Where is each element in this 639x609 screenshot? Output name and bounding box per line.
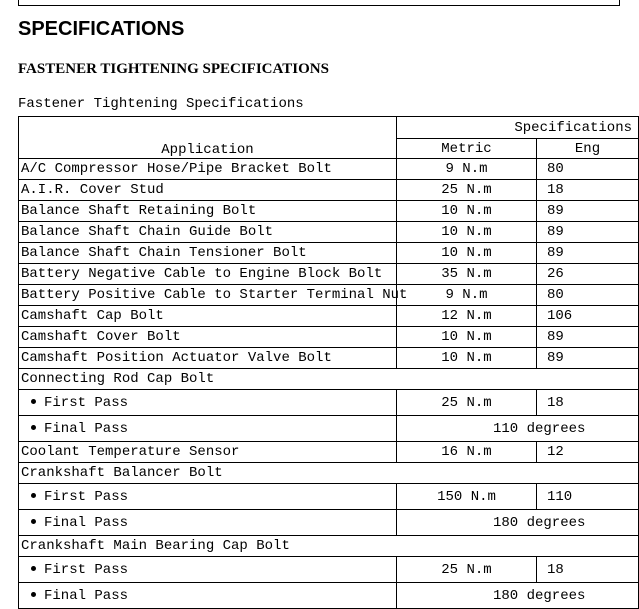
header-metric: Metric <box>397 139 537 159</box>
table-row <box>19 536 639 557</box>
subsection-title: FASTENER TIGHTENING SPECIFICATIONS <box>18 61 329 77</box>
table-row <box>19 557 639 583</box>
row-application <box>19 159 397 180</box>
row-application <box>19 264 397 285</box>
row-metric: 9 N.m <box>397 285 537 306</box>
row-english: 12 <box>537 442 639 463</box>
row-label: Crankshaft Balancer Bolt <box>21 465 223 481</box>
table-row <box>19 416 639 442</box>
row-metric: 10 N.m <box>397 243 537 264</box>
row-application <box>19 180 397 201</box>
row-english: 18 <box>537 390 639 416</box>
row-application <box>19 557 397 583</box>
row-english: 80 <box>537 159 639 180</box>
row-application <box>19 306 397 327</box>
row-english: 18 <box>537 180 639 201</box>
row-label: Final Pass <box>44 587 129 604</box>
row-application <box>19 442 397 463</box>
row-english: 89 <box>537 327 639 348</box>
row-english: 89 <box>537 243 639 264</box>
row-metric: 10 N.m <box>397 348 537 369</box>
row-metric: 25 N.m <box>397 557 537 583</box>
row-label: A/C Compressor Hose/Pipe Bracket Bolt <box>21 161 332 177</box>
row-label: Battery Negative Cable to Engine Block Bolt <box>21 266 383 282</box>
row-application <box>19 201 397 222</box>
row-application <box>19 348 397 369</box>
row-application <box>19 390 397 416</box>
bullet-icon <box>31 592 36 597</box>
row-application <box>19 327 397 348</box>
row-application <box>19 583 397 609</box>
table-row <box>19 390 639 416</box>
table-row <box>19 369 639 390</box>
row-label: Balance Shaft Chain Tensioner Bolt <box>21 245 307 261</box>
row-label: Connecting Rod Cap Bolt <box>21 371 215 387</box>
table-row <box>19 264 639 285</box>
row-english: 26 <box>537 264 639 285</box>
row-metric: 25 N.m <box>397 390 537 416</box>
bullet-icon <box>31 493 36 498</box>
row-label: Camshaft Cover Bolt <box>21 329 181 345</box>
row-metric: 10 N.m <box>397 327 537 348</box>
row-english: 18 <box>537 557 639 583</box>
row-english: 89 <box>537 201 639 222</box>
header-specifications: Specifications <box>397 117 639 139</box>
table-body <box>19 159 639 609</box>
table-caption: Fastener Tightening Specifications <box>18 96 304 112</box>
row-application <box>19 369 639 390</box>
table-row <box>19 201 639 222</box>
fastener-spec-table <box>18 116 639 609</box>
row-application <box>19 463 639 484</box>
row-label: Crankshaft Main Bearing Cap Bolt <box>21 538 290 554</box>
row-label: Camshaft Cap Bolt <box>21 308 164 324</box>
row-metric: 150 N.m <box>397 484 537 510</box>
row-label: Balance Shaft Chain Guide Bolt <box>21 224 274 240</box>
header-english: Eng <box>537 139 639 159</box>
row-application <box>19 285 408 306</box>
row-label: A.I.R. Cover Stud <box>21 182 164 198</box>
table-row <box>19 222 639 243</box>
row-label: First Pass <box>44 488 129 505</box>
row-metric: 10 N.m <box>397 201 537 222</box>
table-row <box>19 306 639 327</box>
row-application <box>19 416 397 442</box>
row-label: Final Pass <box>44 514 129 531</box>
header-application: Application <box>19 117 397 159</box>
row-application <box>19 536 639 557</box>
table-row <box>19 484 639 510</box>
row-label: First Pass <box>44 394 129 411</box>
table-row <box>19 159 639 180</box>
table-row <box>19 583 639 609</box>
bullet-icon <box>31 519 36 524</box>
row-english: 89 <box>537 222 639 243</box>
row-application <box>19 222 397 243</box>
row-label: First Pass <box>44 561 129 578</box>
row-spec-combined: 110 degrees <box>397 416 639 442</box>
table-row <box>19 180 639 201</box>
row-label: Balance Shaft Retaining Bolt <box>21 203 257 219</box>
table-row <box>19 327 639 348</box>
row-metric: 25 N.m <box>397 180 537 201</box>
row-english: 110 <box>537 484 639 510</box>
bullet-icon <box>31 566 36 571</box>
row-label: Final Pass <box>44 420 129 437</box>
row-english: 89 <box>537 348 639 369</box>
row-application <box>19 243 397 264</box>
row-metric: 9 N.m <box>397 159 537 180</box>
bullet-icon <box>31 425 36 430</box>
row-metric: 16 N.m <box>397 442 537 463</box>
table-row <box>19 243 639 264</box>
bullet-icon <box>31 399 36 404</box>
row-metric: 12 N.m <box>397 306 537 327</box>
table-row <box>19 442 639 463</box>
previous-box-border <box>18 0 620 6</box>
table-row <box>19 348 639 369</box>
table-row <box>19 510 639 536</box>
row-application <box>19 510 397 536</box>
row-english: 106 <box>537 306 639 327</box>
row-spec-combined: 180 degrees <box>397 583 639 609</box>
row-label: Camshaft Position Actuator Valve Bolt <box>21 350 332 366</box>
table-row <box>19 285 639 306</box>
table-row <box>19 463 639 484</box>
row-metric: 10 N.m <box>397 222 537 243</box>
row-english: 80 <box>537 285 639 306</box>
row-label: Battery Positive Cable to Starter Terminal Nut <box>21 287 408 303</box>
row-spec-combined: 180 degrees <box>397 510 639 536</box>
row-metric: 35 N.m <box>397 264 537 285</box>
section-title: SPECIFICATIONS <box>18 18 185 40</box>
row-label: Coolant Temperature Sensor <box>21 444 240 460</box>
row-application <box>19 484 397 510</box>
